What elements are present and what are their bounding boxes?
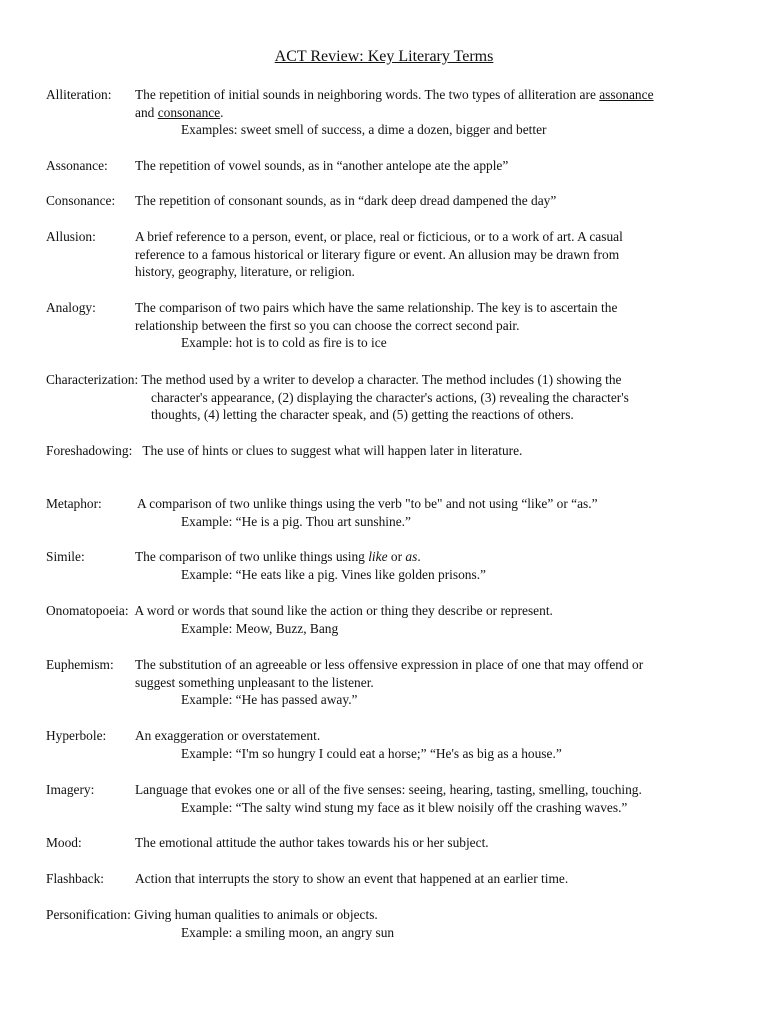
simile-def-text: The comparison of two unlike things using	[135, 549, 369, 564]
term-hyperbole: Hyperbole:	[46, 728, 107, 743]
example-hyperbole: Example: “I'm so hungry I could eat a horse;” “He's as big as a house.”	[181, 745, 562, 761]
characterization-line-3: thoughts, (4) letting the character speak, and (5) getting the reactions of others.	[151, 407, 574, 422]
term-assonance: Assonance:	[46, 158, 108, 173]
definition-alliteration	[135, 86, 736, 121]
alliteration-def-period: .	[220, 104, 224, 120]
definition-allusion	[135, 228, 736, 281]
entry-flashback	[46, 870, 736, 888]
analogy-line-2: relationship between the first so you can choose the correct second pair.	[135, 317, 520, 333]
definition-consonance: The repetition of consonant sounds, as in “dark deep dread dampened the day”	[135, 193, 557, 208]
example-analogy: Example: hot is to cold as fire is to ice	[181, 335, 387, 350]
term-euphemism: Euphemism:	[46, 657, 114, 672]
term-foreshadowing: Foreshadowing:	[46, 443, 133, 458]
example-onomatopoeia: Example: Meow, Buzz, Bang	[181, 620, 339, 636]
example-euphemism: Example: “He has passed away.”	[181, 692, 358, 707]
definition-euphemism	[135, 656, 736, 691]
entry-mood	[46, 834, 736, 852]
consonance-term-ref: consonance	[157, 104, 221, 120]
characterization-def-start: The method used by a writer to develop a character. The method includes (1) showing the	[141, 372, 622, 387]
alliteration-def-and: and	[135, 104, 158, 120]
entry-allusion	[46, 228, 736, 281]
simile-as-word: as	[405, 549, 418, 564]
entry-foreshadowing	[46, 442, 736, 460]
entry-alliteration	[46, 86, 736, 139]
entry-analogy	[46, 299, 736, 352]
characterization-line-1	[46, 371, 736, 389]
entry-imagery	[46, 781, 736, 816]
page-title: ACT Review: Key Literary Terms	[274, 48, 494, 65]
definition-flashback: Action that interrupts the story to show an event that happened at an earlier time.	[135, 871, 569, 886]
entry-hyperbole	[46, 727, 736, 762]
euphemism-line-1: The substitution of an agreeable or less offensive expression in place of one that may offend or	[135, 657, 644, 672]
euphemism-line-2: suggest something unpleasant to the listener.	[135, 674, 374, 690]
entry-euphemism	[46, 656, 736, 709]
entry-metaphor	[46, 495, 736, 530]
allusion-line-2: reference to a famous historical or literary figure or event. An allusion may be drawn from	[135, 246, 620, 262]
term-allusion: Allusion:	[46, 229, 96, 244]
definition-metaphor: A comparison of two unlike things using the verb "to be" and not using “like” or “as.”	[137, 496, 598, 511]
term-analogy: Analogy:	[46, 300, 96, 315]
simile-like-word: like	[368, 549, 388, 564]
term-alliteration: Alliteration:	[46, 87, 112, 102]
simile-or-word: or	[387, 549, 406, 564]
definition-assonance: The repetition of vowel sounds, as in “another antelope ate the apple”	[135, 158, 509, 173]
definition-foreshadowing: The use of hints or clues to suggest what will happen later in literature.	[142, 443, 523, 458]
entry-characterization	[46, 371, 736, 424]
entry-onomatopoeia	[46, 602, 736, 637]
characterization-line-2: character's appearance, (2) displaying the character's actions, (3) revealing the character's	[151, 389, 629, 405]
term-characterization: Characterization:	[46, 372, 139, 387]
term-flashback: Flashback:	[46, 871, 105, 886]
term-personification: Personification:	[46, 907, 131, 922]
definition-imagery: Language that evokes one or all of the five senses: seeing, hearing, tasting, smelling, touching.	[135, 782, 642, 797]
example-simile: Example: “He eats like a pig. Vines like golden prisons.”	[181, 566, 486, 582]
example-imagery: Example: “The salty wind stung my face as it blew noisily off the crashing waves.”	[181, 799, 628, 815]
definition-personification: Giving human qualities to animals or objects.	[134, 907, 378, 922]
definition-simile	[135, 548, 736, 566]
entry-simile	[46, 548, 736, 583]
entry-personification	[46, 906, 736, 941]
assonance-term-ref: assonance	[599, 87, 654, 102]
term-simile: Simile:	[46, 549, 85, 564]
term-onomatopoeia: Onomatopoeia:	[46, 603, 129, 618]
simile-def-period: .	[417, 549, 421, 564]
entry-consonance	[46, 192, 736, 210]
alliteration-def-text: The repetition of initial sounds in neighboring words. The two types of alliteration are	[135, 87, 600, 102]
definition-hyperbole: An exaggeration or overstatement.	[135, 728, 321, 743]
definition-analogy	[135, 299, 736, 334]
definition-onomatopoeia: A word or words that sound like the action or thing they describe or represent.	[134, 603, 553, 618]
term-metaphor: Metaphor:	[46, 496, 102, 511]
term-consonance: Consonance:	[46, 193, 116, 208]
definition-characterization	[151, 389, 736, 424]
definition-mood: The emotional attitude the author takes towards his or her subject.	[135, 835, 489, 850]
term-imagery: Imagery:	[46, 782, 95, 797]
allusion-line-3: history, geography, literature, or religion.	[135, 264, 355, 279]
allusion-line-1: A brief reference to a person, event, or place, real or ficticious, or to a work of art. A casual	[135, 229, 623, 244]
entry-assonance	[46, 157, 736, 175]
example-alliteration: Examples: sweet smell of success, a dime a dozen, bigger and better	[181, 122, 547, 137]
term-mood: Mood:	[46, 835, 82, 850]
example-personification: Example: a smiling moon, an angry sun	[181, 924, 395, 940]
analogy-line-1: The comparison of two pairs which have the same relationship. The key is to ascertain the	[135, 300, 618, 315]
example-metaphor: Example: “He is a pig. Thou art sunshine.”	[181, 513, 411, 529]
